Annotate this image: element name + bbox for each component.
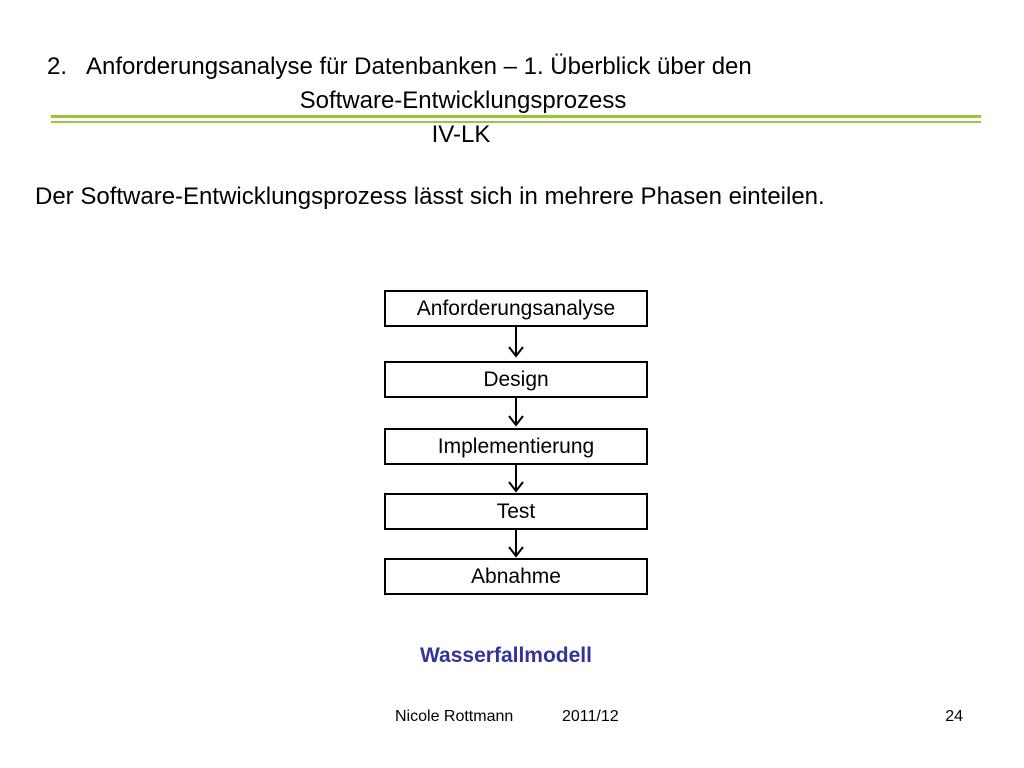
title-rule-top [51, 115, 981, 118]
slide-title-line-1: Anforderungsanalyse für Datenbanken – 1. Überblick über den [86, 53, 752, 80]
phase-box-acceptance: Abnahme [384, 558, 648, 595]
footer-year: 2011/12 [562, 708, 619, 725]
intro-text: Der Software-Entwicklungsprozess lässt sich in mehrere Phasen einteilen. [35, 183, 825, 210]
arrow-down-icon [504, 530, 528, 560]
page-number: 24 [945, 708, 963, 725]
slide-title-line-2: Software-Entwicklungsprozess [299, 87, 627, 114]
footer-author: Nicole Rottmann [395, 708, 514, 725]
phase-box-test: Test [384, 493, 648, 530]
arrow-down-icon [504, 465, 528, 495]
arrow-down-icon [504, 398, 528, 430]
arrow-down-icon [504, 327, 528, 361]
course-label: IV-LK [431, 121, 491, 148]
model-label: Wasserfallmodell [420, 644, 592, 667]
phase-box-design: Design [384, 361, 648, 398]
phase-box-implementation: Implementierung [384, 428, 648, 465]
title-number: 2. [47, 53, 68, 80]
phase-box-requirements: Anforderungsanalyse [384, 290, 648, 327]
